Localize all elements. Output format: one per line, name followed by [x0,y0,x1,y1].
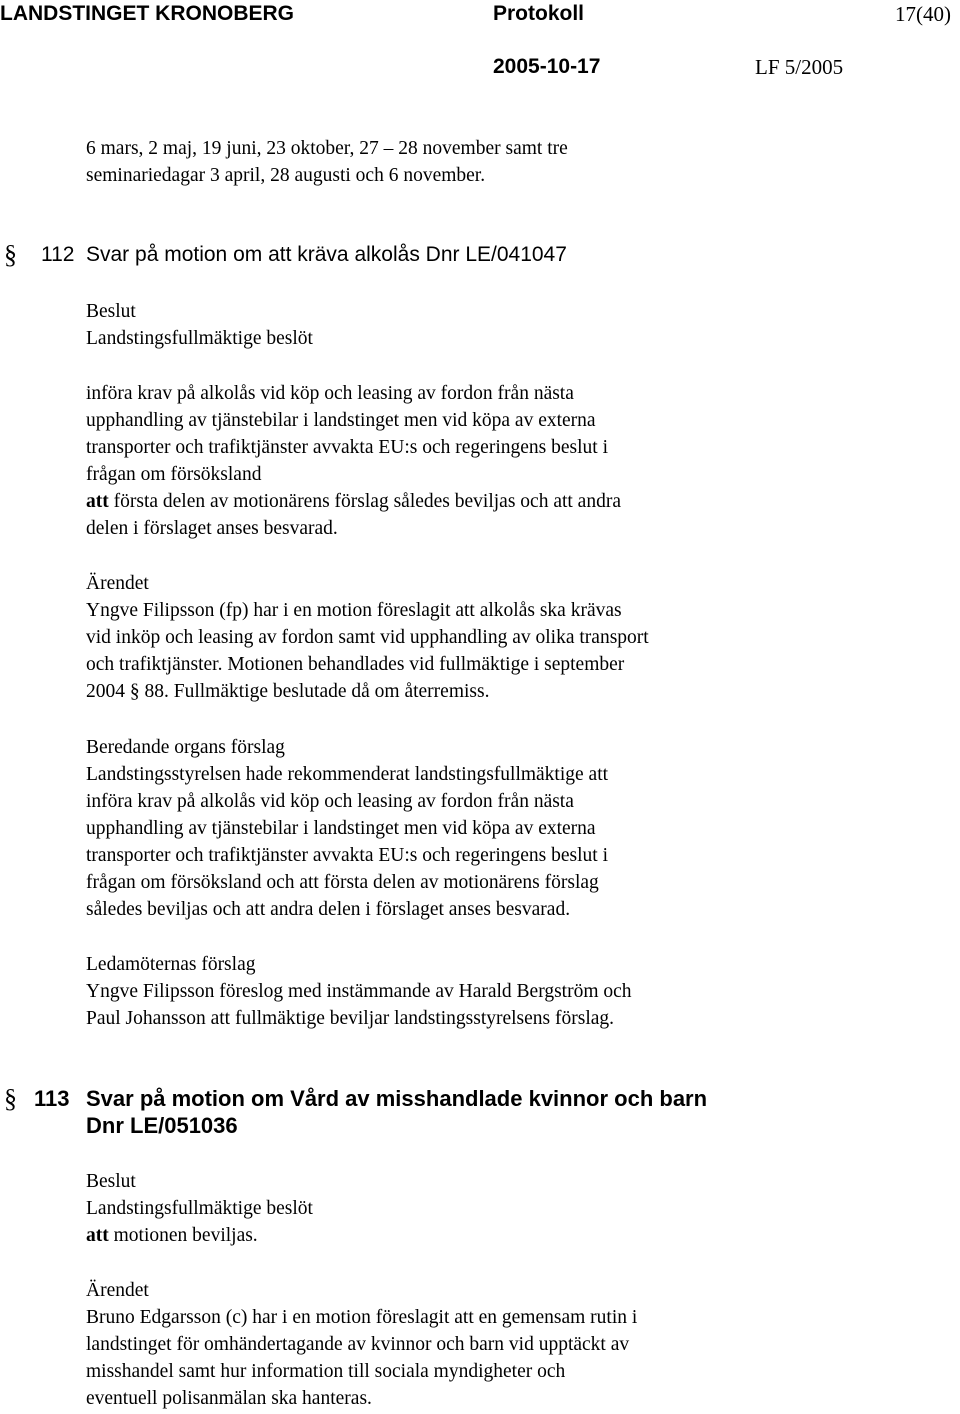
arendet-heading: Ärendet [86,573,149,594]
section-title: Svar på motion om att kräva alkolås Dnr LE/041047 [86,243,567,266]
header-date: 2005-10-17 [493,55,601,78]
decision-line: frågan om försöksland [86,464,262,485]
arendet-heading: Ärendet [86,1280,149,1301]
section-mark: § [4,1084,17,1113]
decision-line: upphandling av tjänstebilar i landstinget men vid köpa av externa [86,410,596,431]
beredande-line: införa krav på alkolås vid köp och leasing av fordon från nästa [86,791,574,812]
arendet-line: vid inköp och leasing av fordon samt vid upphandling av olika transport [86,627,649,648]
ledamoter-line: Yngve Filipsson föreslog med instämmande av Harald Bergström och [86,981,632,1002]
beslut-heading: Beslut [86,1171,136,1192]
beredande-line: transporter och trafiktjänster avvakta EU:s och regeringens beslut i [86,845,608,866]
arendet-line: eventuell polisanmälan ska hanteras. [86,1388,372,1409]
decision-line [86,488,621,515]
arendet-text: 2004 [86,681,130,702]
decision-line [86,380,574,407]
att-keyword: att [86,491,109,512]
paragraph-mark: § [129,681,140,702]
beredande-line: upphandling av tjänstebilar i landstinget men vid köpa av externa [86,818,596,839]
intro-line: seminariedagar 3 april, 28 augusti och 6 november. [86,165,486,186]
arendet-line: landstinget för omhändertagande av kvinnor och barn vid upptäckt av [86,1334,630,1355]
intro-line: 6 mars, 2 maj, 19 juni, 23 oktober, 27 – 28 november samt tre [86,138,568,159]
arendet-line: Bruno Edgarsson (c) har i en motion föreslagit att en gemensam rutin i [86,1307,638,1328]
section-number: 112 [41,243,75,266]
decision-text: motionen beviljas. [108,1225,258,1246]
beslut-intro: Landstingsfullmäktige beslöt [86,1198,313,1219]
header-org: LANDSTINGET KRONOBERG [0,2,294,25]
ledamoter-line: Paul Johansson att fullmäktige beviljar landstingsstyrelsens förslag. [86,1008,615,1029]
section-number: 113 [34,1086,70,1111]
decision-line [86,1222,258,1249]
arendet-line: och trafiktjänster. Motionen behandlades vid fullmäktige i september [86,654,625,675]
beredande-line: Landstingsstyrelsen hade rekommenderat landstingsfullmäktige att [86,764,609,785]
att-keyword: att [86,1225,109,1246]
header-reference: LF 5/2005 [755,55,844,79]
decision-line: delen i förslaget anses besvarad. [86,518,338,539]
decision-text: första delen av motionärens förslag således beviljas och att andra [108,491,621,512]
decision-text: införa krav på alkolås vid köp och leasing av fordon från nästa [86,383,574,404]
header-doc-type: Protokoll [493,2,585,25]
arendet-line: misshandel samt hur information till sociala myndigheter och [86,1361,566,1382]
section-title: Svar på motion om Vård av misshandlade kvinnor och barn [86,1086,708,1111]
header-page-number: 17(40) [895,2,951,26]
beslut-intro: Landstingsfullmäktige beslöt [86,328,313,349]
section-title-cont: Dnr LE/051036 [86,1113,238,1138]
arendet-line: Yngve Filipsson (fp) har i en motion föreslagit att alkolås ska krävas [86,600,622,621]
arendet-line [86,678,489,705]
beredande-heading: Beredande organs förslag [86,737,285,758]
section-mark: § [4,240,17,269]
beredande-line: frågan om försöksland och att första delen av motionärens förslag [86,872,599,893]
decision-line: transporter och trafiktjänster avvakta EU:s och regeringens beslut i [86,437,608,458]
beslut-heading: Beslut [86,301,136,322]
beredande-line: således beviljas och att andra delen i förslaget anses besvarad. [86,899,571,920]
ledamoter-heading: Ledamöternas förslag [86,954,256,975]
arendet-text: 88. Fullmäktige beslutade då om återremiss. [139,681,490,702]
